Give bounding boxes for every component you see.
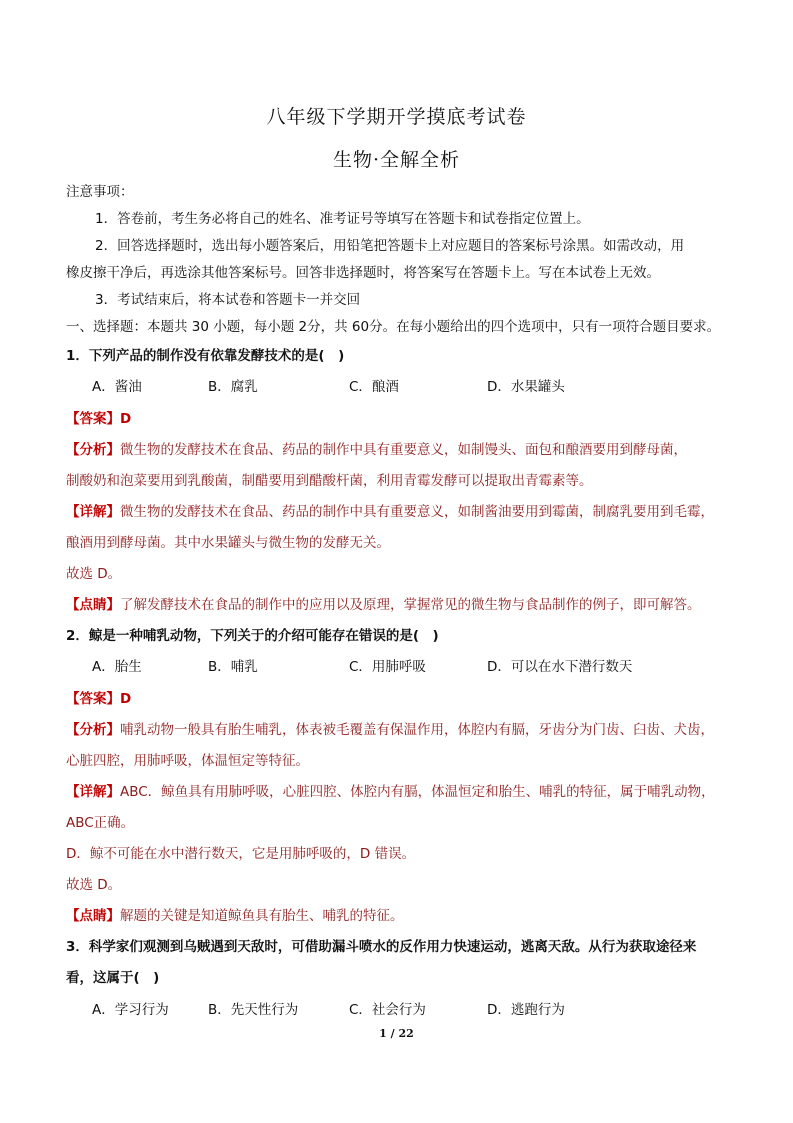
q2-answer-line <box>66 689 793 709</box>
q3-option-a: A．学习行为 <box>92 1002 169 1018</box>
q2-analysis-line1 <box>66 720 793 740</box>
q1-option-c: C．酿酒 <box>349 379 399 395</box>
q1-option-a: A．酱油 <box>92 379 142 395</box>
notes-heading: 注意事项： <box>66 184 134 200</box>
q1-stem: 1．下列产品的制作没有依靠发酵技术的是( ) <box>66 348 345 364</box>
q2-choice: 故选 D。 <box>66 877 122 893</box>
page-number: 1 / 22 <box>379 1027 414 1040</box>
q1-analysis-line2: 制酸奶和泡菜要用到乳酸菌，制醋要用到醋酸杆菌，利用青霉发酵可以提取出青霉素等。 <box>66 473 593 489</box>
q3-stem-line1: 3．科学家们观测到乌贼遇到天敌时，可借助漏斗喷水的反作用力快速运动，逃离天敌。从行为获取途径来 <box>66 939 697 955</box>
q2-analysis-tag: 【分析】 <box>66 722 120 738</box>
q1-detail-line2: 酿酒用到酵母菌。其中水果罐头与微生物的发酵无关。 <box>66 535 390 551</box>
q3-option-c: C．社会行为 <box>349 1002 426 1018</box>
q1-detail-line1 <box>66 502 793 522</box>
q2-option-c: C．用肺呼吸 <box>349 659 426 675</box>
q1-analysis-line1 <box>66 440 793 460</box>
q2-option-d: D．可以在水下潜行数天 <box>487 659 633 675</box>
q2-detail-tag: 【详解】 <box>66 784 120 800</box>
q2-detail-line1 <box>66 782 793 802</box>
q2-analysis-line2: 心脏四腔，用肺呼吸，体温恒定等特征。 <box>66 753 309 769</box>
q1-comment-tag: 【点睛】 <box>66 597 120 613</box>
q1-detail-text1: 微生物的发酵技术在食品、药品的制作中具有重要意义，如制酱油要用到霉菌，制腐乳要用到毛霉， <box>120 504 714 520</box>
q1-choice: 故选 D。 <box>66 566 122 582</box>
q3-stem-line2: 看，这属于( ) <box>66 970 160 986</box>
q1-analysis-text1: 微生物的发酵技术在食品、药品的制作中具有重要意义，如制馒头、面包和酿酒要用到酵母菌， <box>120 442 687 458</box>
q2-option-b: B．哺乳 <box>208 659 258 675</box>
q2-detail-text1: ABC．鲸鱼具有用肺呼吸，心脏四腔、体腔内有膈，体温恒定和胎生、哺乳的特征，属于哺乳动物， <box>120 784 715 800</box>
q2-detail-line3: D．鲸不可能在水中潜行数天，它是用肺呼吸的，D 错误。 <box>66 846 416 862</box>
q1-option-b: B．腐乳 <box>208 379 258 395</box>
q1-analysis-tag: 【分析】 <box>66 442 120 458</box>
note-item-2: 2．回答选择题时，选出每小题答案后，用铅笔把答题卡上对应题目的答案标号涂黑。如需改动，用 <box>95 238 685 254</box>
q1-answer-tag: 【答案】 <box>66 411 120 427</box>
q1-detail-tag: 【详解】 <box>66 504 120 520</box>
q2-comment-tag: 【点睛】 <box>66 908 120 924</box>
q2-detail-line2: ABC正确。 <box>66 815 135 831</box>
q1-comment-text: 了解发酵技术在食品的制作中的应用以及原理，掌握常见的微生物与食品制作的例子，即可解答。 <box>120 597 701 613</box>
q3-option-d: D．逃跑行为 <box>487 1002 565 1018</box>
q2-answer-tag: 【答案】 <box>66 691 120 707</box>
q2-analysis-text1: 哺乳动物一般具有胎生哺乳，体表被毛覆盖有保温作用，体腔内有膈，牙齿分为门齿、臼齿、犬齿， <box>120 722 714 738</box>
q2-option-a: A．胎生 <box>92 659 142 675</box>
exam-subtitle: 生物·全解全析 <box>332 149 461 171</box>
q3-option-b: B．先天性行为 <box>208 1002 299 1018</box>
q2-answer-value: D <box>120 691 132 707</box>
q2-comment-line <box>66 906 793 926</box>
note-item-1: 1．答卷前，考生务必将自己的姓名、准考证号等填写在答题卡和试卷指定位置上。 <box>95 211 590 227</box>
q2-stem: 2．鲸是一种哺乳动物，下列关于的介绍可能存在错误的是( ) <box>66 628 439 644</box>
q2-comment-text: 解题的关键是知道鲸鱼具有胎生、哺乳的特征。 <box>120 908 404 924</box>
q1-answer-line <box>66 409 793 429</box>
q1-option-d: D．水果罐头 <box>487 379 565 395</box>
q1-answer-value: D <box>120 411 132 427</box>
section-heading: 一、选择题：本题共 30 小题，每小题 2分，共 60分。在每小题给出的四个选项中，只有一项符合题目要求。 <box>66 319 721 335</box>
exam-title: 八年级下学期开学摸底考试卷 <box>266 106 527 128</box>
note-item-3: 3．考试结束后，将本试卷和答题卡一并交回 <box>95 292 361 308</box>
q1-comment-line <box>66 595 793 615</box>
note-item-2-cont: 橡皮擦干净后，再选涂其他答案标号。回答非选择题时，将答案写在答题卡上。写在本试卷上无效。 <box>66 265 660 281</box>
